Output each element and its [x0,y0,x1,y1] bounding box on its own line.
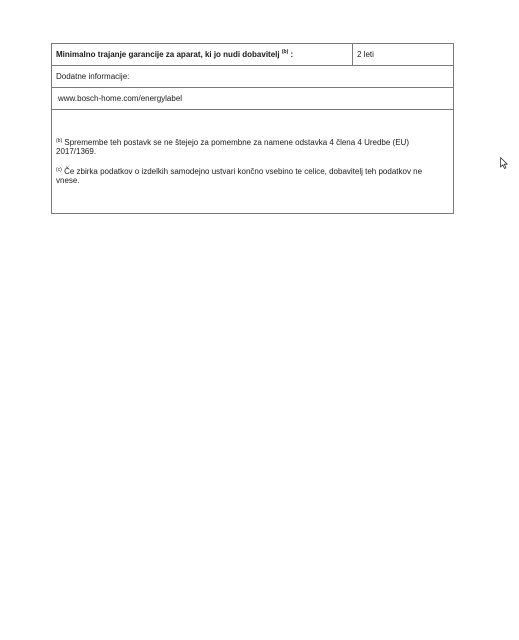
url-row [52,88,453,110]
energy-label-url[interactable]: www.bosch-home.com/energylabel [58,94,183,103]
mouse-pointer-icon [500,157,508,169]
warranty-footnote-ref: (b) [281,49,289,55]
footnote-c [56,167,439,185]
footnote-b-text: Spremembe teh postavk se ne štejejo za pomembne za namene odstavka 4 člena 4 Uredbe (EU) 2017/1369. [56,138,409,156]
warranty-row [52,44,453,66]
warranty-label-cell [52,44,353,65]
footnotes-row [52,110,453,213]
footnote-b-marker: (b) [56,138,63,144]
warranty-value: 2 leti [357,50,374,59]
product-info-table [51,43,454,214]
additional-info-label: Dodatne informacije: [56,72,130,81]
footnote-c-marker: (c) [56,167,62,173]
warranty-label-suffix: : [288,50,294,59]
additional-info-row [52,66,453,88]
footnote-c-text: Če zbirka podatkov o izdelkih samodejno ustvari končno vsebino te celice, dobavitelj teh podatkov ne vnese. [56,167,423,185]
footnote-b [56,138,439,156]
warranty-label: Minimalno trajanje garancije za aparat, ki jo nudi dobavitelj [56,50,280,59]
